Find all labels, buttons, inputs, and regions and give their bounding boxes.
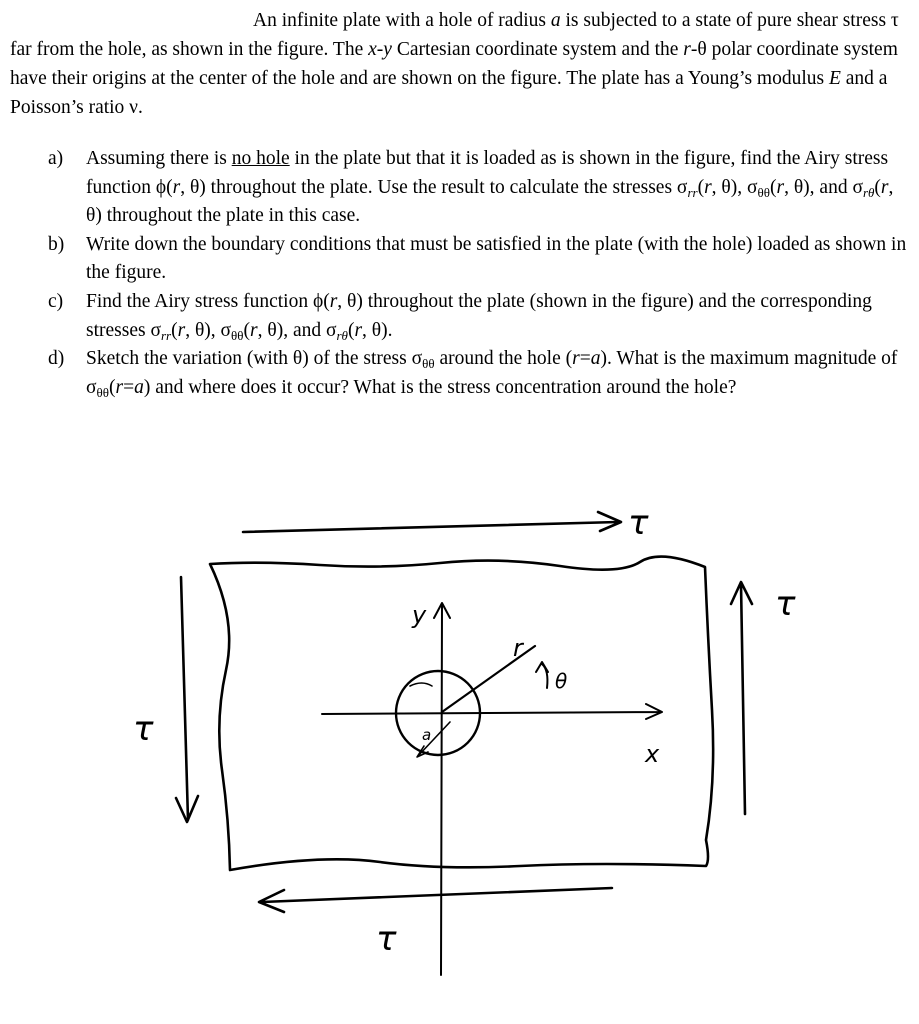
tau-label-right: τ: [775, 584, 796, 624]
question-d: d) Sketch the variation (with θ) of the stress $\sigma_{\theta\theta}$ around the hole (r=a). What is the maximum magnitude of $\sigma_{\theta\theta}(r=a)$ and where does it occur? What is the stress concentration around the hole?: [48, 345, 908, 402]
y-axis-label: y: [412, 601, 427, 629]
left-shear-arrow: [176, 577, 198, 822]
theta-arc: [536, 662, 548, 688]
tau-label-top: τ: [628, 503, 649, 543]
question-a: a) Assuming there is no hole in the plate but that it is loaded as is shown in the figure, find the Airy stress function ϕ(r, θ) throughout the plate. Use the result to calculate the stresses $\sigma_{rr}(r$, θ), $\sigma_{\theta\theta}(r$, θ), and $\sigma_{r\theta}(r$, θ) throughout the plate in this case.: [48, 145, 908, 231]
bottom-shear-arrow: [259, 888, 612, 912]
top-shear-arrow: [243, 512, 621, 532]
tau-label-bottom: τ: [376, 919, 397, 959]
r-label: r: [513, 634, 523, 662]
angle-mark: [410, 683, 432, 686]
right-shear-arrow: [731, 582, 752, 814]
tau-label-left: τ: [133, 709, 154, 749]
question-label: c): [48, 290, 64, 312]
x-axis: [322, 704, 662, 719]
question-list: [48, 145, 908, 402]
x-axis-label: x: [645, 740, 660, 768]
y-axis: [434, 603, 450, 975]
question-label: d): [48, 348, 65, 370]
problem-statement: An infinite plate with a hole of radius a is subjected to a state of pure shear stress τ far from the hole, as shown in the figure. The x-y Cartesian coordinate system and the r-θ polar coordinate system have their origins at the center of the hole and are shown on the figure. The plate has a Young’s modulus E and a Poisson’s ratio ν.: [10, 10, 899, 118]
theta-label: θ: [555, 669, 568, 693]
question-label: a): [48, 148, 64, 169]
a-label: a: [422, 726, 432, 744]
question-label: b): [48, 233, 65, 255]
question-c: c) Find the Airy stress function ϕ(r, θ) throughout the plate (shown in the figure) and the corresponding stresses $\sigma_{rr}(r$, θ), $\sigma_{\theta\theta}(r$, θ), and $\sigma_{r\theta}(r$, θ).: [48, 288, 908, 345]
plate-figure: [0, 440, 919, 1024]
question-b: b) Write down the boundary conditions that must be satisfied in the plate (with the hole) loaded as shown in the figure.: [48, 231, 908, 288]
